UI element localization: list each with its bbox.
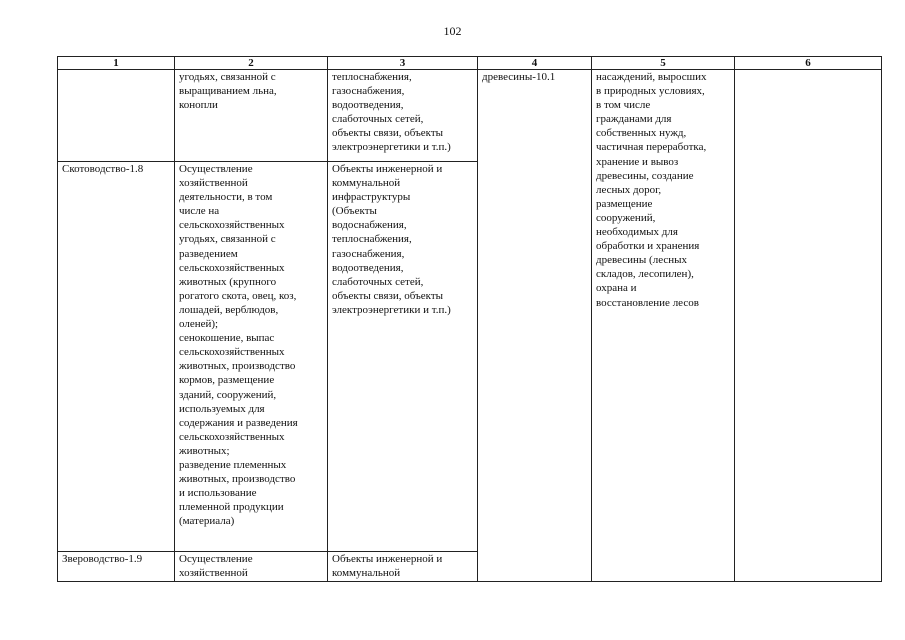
cell-auxiliary-objects: Объекты инженерной и коммунальной инфраструктуры (Объекты водоснабжения, теплоснабжения, газоснабжения, водоотведения, слаботочных сетей, объекты связи, объекты электроэнергетики и т.п.) (328, 162, 478, 552)
cell-use-type (58, 70, 175, 162)
cell-auxiliary-objects: Объекты инженерной и коммунальной (328, 552, 478, 582)
cell-description: угодьях, связанной с выращиванием льна, конопли (175, 70, 328, 162)
table-row (58, 70, 882, 162)
cell-auxiliary-objects: теплоснабжения, газоснабжения, водоотведения, слаботочных сетей, объекты связи, объекты электроэнергетики и т.п.) (328, 70, 478, 162)
column-header: 1 (58, 57, 175, 70)
table-header-row (58, 57, 882, 70)
cell-empty (735, 70, 882, 582)
column-header: 2 (175, 57, 328, 70)
cell-description: Осуществление хозяйственной деятельности, в том числе на сельскохозяйственных угодьях, связанной с разведением сельскохозяйственных животных (крупного рогатого скота, овец, коз, лошадей, верблюдов, оленей); сенокошение, выпас сельскохозяйственных животных, производство кормов, размещение зданий, сооружений, используемых для содержания и разведения сельскохозяйственных животных; разведение племенных животных, производство и использование племенной продукции (материала) (175, 162, 328, 552)
cell-forestry-use: древесины-10.1 (478, 70, 592, 582)
column-header: 3 (328, 57, 478, 70)
regulations-table (57, 56, 882, 582)
column-header: 5 (592, 57, 735, 70)
column-header: 4 (478, 57, 592, 70)
cell-use-type: Скотоводство-1.8 (58, 162, 175, 552)
cell-description: Осуществление хозяйственной (175, 552, 328, 582)
cell-use-type: Звероводство-1.9 (58, 552, 175, 582)
cell-forestry-description: насаждений, выросших в природных условиях, в том числе гражданами для собственных нужд, частичная переработка, хранение и вывоз древесины, создание лесных дорог, размещение сооружений, необходимых для обработки и хранения древесины (лесных складов, лесопилен), охрана и восстановление лесов (592, 70, 735, 582)
column-header: 6 (735, 57, 882, 70)
page-number: 102 (443, 24, 462, 38)
